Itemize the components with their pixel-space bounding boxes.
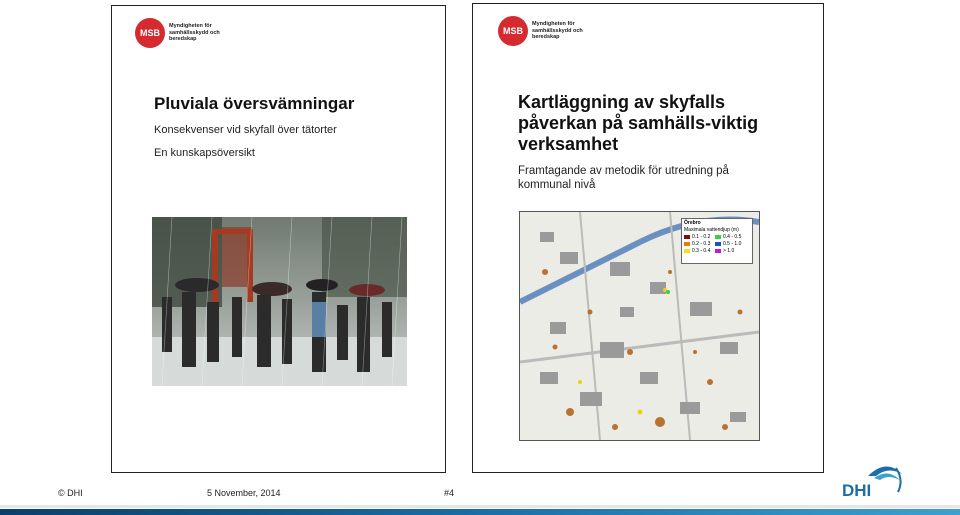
legend-swatch (684, 249, 690, 253)
legend-entry (684, 241, 715, 247)
map-legend (681, 218, 753, 264)
legend-label: > 1.0 (723, 248, 735, 254)
rain-crowd-photo (152, 217, 407, 386)
legend-entry (684, 234, 715, 240)
legend-title: Örebro (684, 220, 701, 226)
report-cover-pluviala (111, 5, 446, 473)
msb-logo-text: Myndigheten för samhällsskydd och beredskap (169, 23, 220, 43)
legend-swatch (684, 235, 690, 239)
legend-label: 0.1 - 0.2 (692, 234, 711, 240)
dhi-logo-text: DHI (842, 481, 872, 500)
report-subtitle: Konsekvenser vid skyfall över tätorter (154, 124, 337, 136)
dhi-logo (838, 462, 904, 500)
footer-date: 5 November, 2014 (207, 488, 281, 498)
legend-entry (715, 241, 746, 247)
msb-logo (135, 18, 221, 48)
legend-entry (684, 248, 715, 254)
msb-logo-mark: MSB (135, 18, 165, 48)
report-title: Kartläggning av skyfalls påverkan på samhälls-viktig verksamhet (518, 92, 759, 154)
flood-depth-map (519, 211, 760, 441)
msb-logo-text: Myndigheten för samhällsskydd och beredskap (532, 21, 583, 41)
legend-subtitle: Maximala vattendjup (m) (684, 227, 739, 233)
legend-label: 0.3 - 0.4 (692, 248, 711, 254)
legend-swatch (715, 235, 721, 239)
footer-bar (0, 509, 960, 515)
legend-swatch (715, 242, 721, 246)
legend-label: 0.4 - 0.5 (723, 234, 742, 240)
footer-page-number: #4 (444, 488, 455, 498)
report-subtitle-2: En kunskapsöversikt (154, 147, 255, 159)
footer-copyright: © DHI (58, 488, 83, 498)
legend-label: 0.5 - 1.0 (723, 241, 742, 247)
report-title: Pluviala översvämningar (154, 94, 355, 113)
msb-logo-mark: MSB (498, 16, 528, 46)
legend-label: 0.2 - 0.3 (692, 241, 711, 247)
legend-entry (715, 248, 746, 254)
footer-divider (0, 505, 960, 508)
report-cover-kartlaggning (472, 3, 824, 473)
report-subtitle: Framtagande av metodik för utredning på kommunal nivå (518, 165, 729, 191)
legend-swatch (715, 249, 721, 253)
legend-entry (715, 234, 746, 240)
msb-logo (498, 16, 584, 46)
legend-swatch (684, 242, 690, 246)
